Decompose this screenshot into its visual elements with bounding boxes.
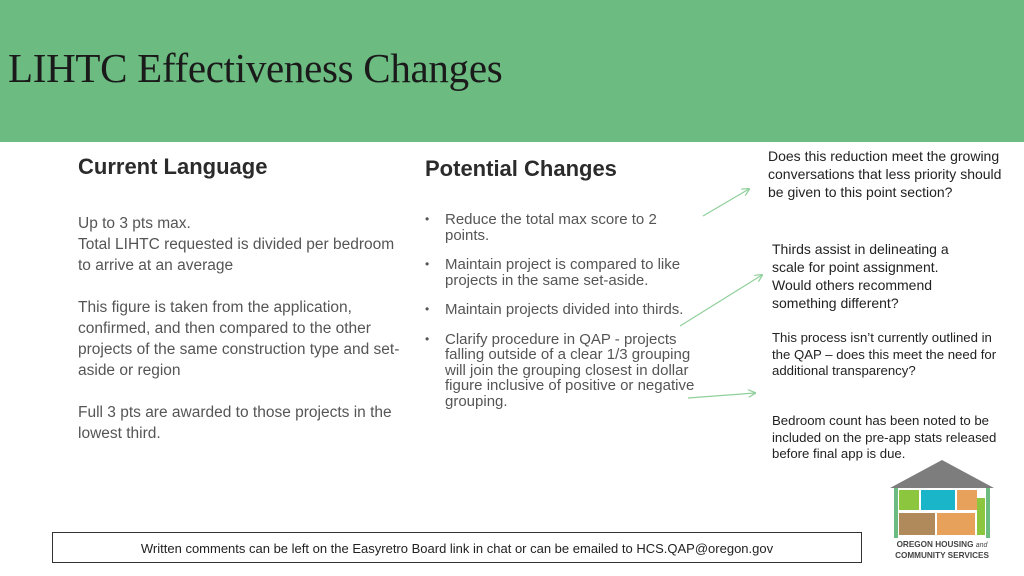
logo-block-orange-top <box>957 490 977 510</box>
list-item-text: Maintain project is compared to like projects in the same set-aside. <box>445 256 681 289</box>
note-thirds: Thirds assist in delineating a scale for point assignment. Would others recommend something different? <box>772 241 949 311</box>
current-language-paragraph: Full 3 pts are awarded to those projects in the lowest third. <box>78 404 392 442</box>
logo-text-and: and <box>975 542 988 549</box>
arrow-to-note-reduction <box>703 189 749 216</box>
page-title: LIHTC Effectiveness Changes <box>8 45 503 91</box>
bullet-icon: • <box>425 257 430 271</box>
logo-block-brown <box>899 513 935 535</box>
bullet-icon: • <box>425 331 430 346</box>
list-item-text: Reduce the total max score to 2 points. <box>445 211 657 244</box>
potential-changes-heading: Potential Changes <box>425 156 617 181</box>
arrow-to-note-thirds <box>680 275 762 326</box>
list-item-text: Maintain projects divided into thirds. <box>445 301 684 318</box>
logo-block-green <box>899 490 919 510</box>
bullet-icon: • <box>425 212 430 226</box>
bullet-icon: • <box>425 302 430 316</box>
footer-text: Written comments can be left on the Easyretro Board link in chat or can be emailed to HCS.QAP@oregon.gov <box>140 541 774 556</box>
note-bedroom-count: Bedroom count has been noted to be included on the pre-app stats released before final app is due. <box>772 413 997 462</box>
arrow-to-note-transparency <box>688 393 755 398</box>
current-language-heading: Current Language <box>78 154 268 179</box>
logo-wordmark <box>886 540 998 561</box>
logo-text-line2: COMMUNITY SERVICES <box>895 551 989 560</box>
current-language-paragraph: Up to 3 pts max. Total LIHTC requested is divided per bedroom to arrive at an average <box>78 215 395 274</box>
logo-text-line1: OREGON HOUSING <box>896 540 974 549</box>
logo-wall-right <box>986 488 990 538</box>
list-item-text: Clarify procedure in QAP - projects falling outside of a clear 1/3 grouping will join the grouping closest in dollar figure inclusive of positive or negative grouping. <box>445 330 695 410</box>
note-reduction: Does this reduction meet the growing conversations that less priority should be given to this point section? <box>768 148 1002 200</box>
logo-block-teal <box>921 490 955 510</box>
current-language-paragraph: This figure is taken from the application, confirmed, and then compared to the other projects of the same construction type and set-aside or region <box>78 299 400 379</box>
footer-comment-box <box>52 532 862 563</box>
logo-roof <box>890 460 994 488</box>
logo-block-green-tall <box>977 498 985 535</box>
logo-wall-left <box>894 488 898 538</box>
note-transparency: This process isn’t currently outlined in the QAP – does this meet the need for additional transparency? <box>772 330 997 379</box>
logo-block-orange <box>937 513 975 535</box>
